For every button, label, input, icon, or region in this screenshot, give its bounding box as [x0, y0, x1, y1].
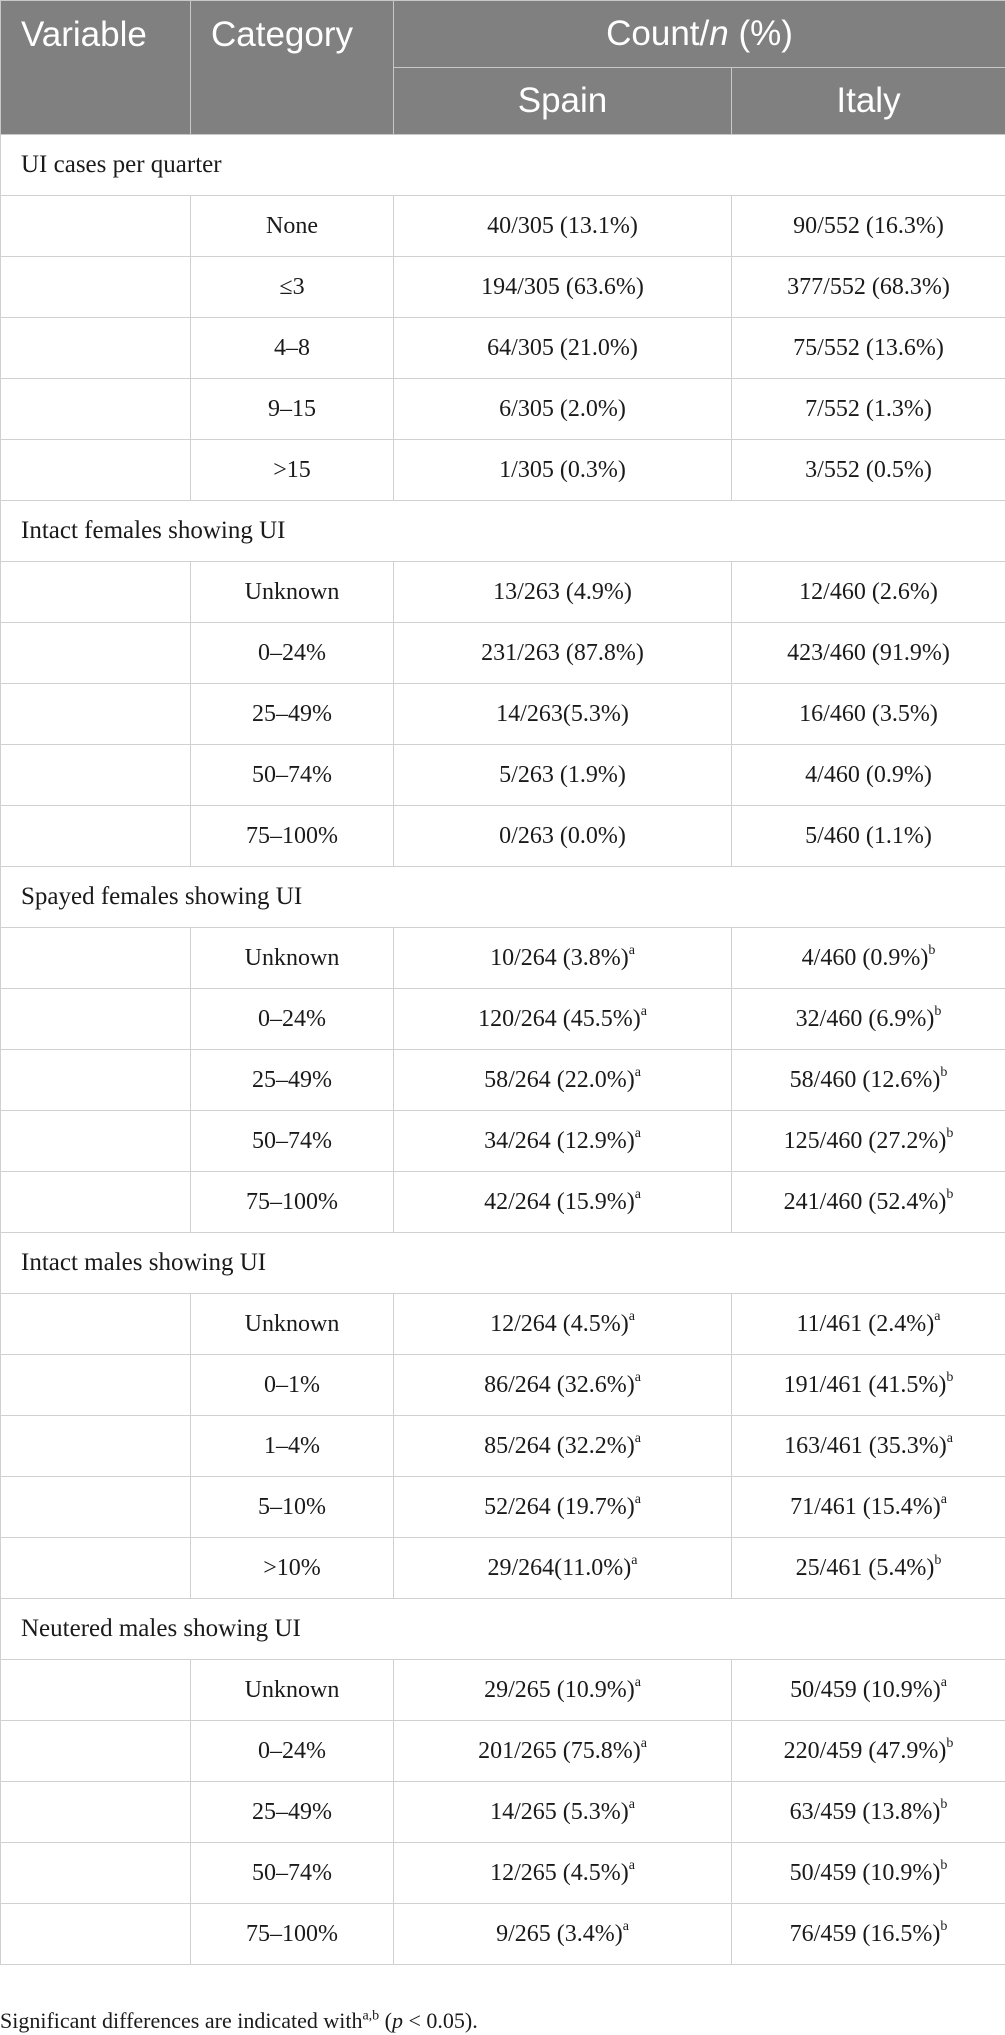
- spain-value: 231/263 (87.8%): [481, 639, 644, 666]
- italy-value: 58/460 (12.6%): [789, 1066, 941, 1093]
- variable-cell: [1, 1294, 191, 1355]
- group-title: Intact females showing UI: [1, 501, 1005, 562]
- italy-cell: [732, 806, 1005, 867]
- table-row: [1, 989, 1005, 1050]
- italy-cell: [732, 1111, 1005, 1172]
- category-cell: Unknown: [191, 562, 394, 623]
- italy-value: 50/459 (10.9%): [789, 1859, 941, 1886]
- spain-cell: [394, 684, 732, 745]
- spain-cell: [394, 440, 732, 501]
- spain-cell: [394, 745, 732, 806]
- table-row: [1, 1721, 1005, 1782]
- table-row: [1, 440, 1005, 501]
- table-row: [1, 623, 1005, 684]
- italy-significance: a: [934, 1308, 941, 1324]
- variable-cell: [1, 1721, 191, 1782]
- italy-cell: [732, 1721, 1005, 1782]
- category-cell: 75–100%: [191, 1172, 394, 1233]
- category-cell: 1–4%: [191, 1416, 394, 1477]
- italy-value: 90/552 (16.3%): [793, 212, 944, 239]
- spain-cell: [394, 1294, 732, 1355]
- category-cell: 75–100%: [191, 1904, 394, 1965]
- italy-value: 16/460 (3.5%): [799, 700, 938, 727]
- italy-value: 423/460 (91.9%): [787, 639, 950, 666]
- spain-significance: a: [628, 1308, 635, 1324]
- italy-significance: b: [934, 1552, 942, 1568]
- spain-value: 34/264 (12.9%): [484, 1127, 635, 1154]
- category-cell: 25–49%: [191, 1782, 394, 1843]
- group-title: Spayed females showing UI: [1, 867, 1005, 928]
- group-row: [1, 135, 1005, 196]
- spain-significance: a: [634, 1125, 641, 1141]
- italy-cell: [732, 196, 1005, 257]
- spain-value: 85/264 (32.2%): [484, 1432, 635, 1459]
- table-row: [1, 1050, 1005, 1111]
- italy-cell: [732, 1050, 1005, 1111]
- category-cell: 0–24%: [191, 1721, 394, 1782]
- category-cell: Unknown: [191, 928, 394, 989]
- variable-cell: [1, 196, 191, 257]
- footnote-sup: a,b: [362, 2008, 380, 2024]
- category-cell: Unknown: [191, 1660, 394, 1721]
- table-row: [1, 1538, 1005, 1599]
- italy-cell: [732, 318, 1005, 379]
- footnote-p: p: [392, 2008, 403, 2033]
- spain-cell: [394, 1172, 732, 1233]
- variable-cell: [1, 1416, 191, 1477]
- variable-cell: [1, 379, 191, 440]
- table-row: [1, 196, 1005, 257]
- table-row: [1, 1355, 1005, 1416]
- spain-cell: [394, 257, 732, 318]
- variable-cell: [1, 440, 191, 501]
- spain-cell: [394, 1355, 732, 1416]
- spain-value: 14/265 (5.3%): [490, 1798, 629, 1825]
- variable-cell: [1, 1843, 191, 1904]
- spain-cell: [394, 1660, 732, 1721]
- category-cell: 5–10%: [191, 1477, 394, 1538]
- spain-value: 42/264 (15.9%): [484, 1188, 635, 1215]
- italy-cell: [732, 1355, 1005, 1416]
- italy-significance: b: [946, 1735, 954, 1751]
- spain-value: 6/305 (2.0%): [499, 395, 626, 422]
- spain-cell: [394, 1111, 732, 1172]
- italy-significance: a: [946, 1430, 953, 1446]
- italy-value: 377/552 (68.3%): [787, 273, 950, 300]
- category-cell: 0–24%: [191, 623, 394, 684]
- variable-cell: [1, 928, 191, 989]
- spain-significance: a: [634, 1064, 641, 1080]
- spain-significance: a: [634, 1674, 641, 1690]
- italy-cell: [732, 1843, 1005, 1904]
- variable-cell: [1, 623, 191, 684]
- italy-value: 32/460 (6.9%): [795, 1005, 935, 1032]
- italy-significance: a: [940, 1491, 947, 1507]
- italy-value: 220/459 (47.9%): [783, 1737, 947, 1764]
- italy-cell: [732, 623, 1005, 684]
- spain-value: 12/264 (4.5%): [490, 1310, 629, 1337]
- variable-cell: [1, 1904, 191, 1965]
- spain-cell: [394, 989, 732, 1050]
- header-count-suffix: (%): [728, 14, 793, 53]
- table-row: [1, 379, 1005, 440]
- spain-value: 12/265 (4.5%): [490, 1859, 629, 1886]
- table-header: [1, 1, 1005, 135]
- spain-value: 9/265 (3.4%): [496, 1920, 623, 1947]
- italy-cell: [732, 928, 1005, 989]
- group-row: [1, 501, 1005, 562]
- italy-value: 4/460 (0.9%): [801, 944, 929, 971]
- italy-value: 5/460 (1.1%): [805, 822, 932, 849]
- footnote-text: Significant differences are indicated with: [0, 2008, 363, 2033]
- variable-cell: [1, 745, 191, 806]
- spain-value: 0/263 (0.0%): [499, 822, 626, 849]
- spain-value: 10/264 (3.8%): [490, 944, 629, 971]
- spain-cell: [394, 806, 732, 867]
- spain-significance: a: [634, 1369, 641, 1385]
- italy-value: 63/459 (13.8%): [789, 1798, 941, 1825]
- spain-significance: a: [628, 1796, 635, 1812]
- italy-cell: [732, 562, 1005, 623]
- italy-cell: [732, 989, 1005, 1050]
- table-row: [1, 1660, 1005, 1721]
- italy-value: 163/461 (35.3%): [784, 1432, 947, 1459]
- italy-significance: b: [946, 1369, 954, 1385]
- table-row: [1, 1111, 1005, 1172]
- italy-cell: [732, 379, 1005, 440]
- table-row: [1, 318, 1005, 379]
- variable-cell: [1, 257, 191, 318]
- italy-value: 4/460 (0.9%): [805, 761, 932, 788]
- table-row: [1, 1477, 1005, 1538]
- spain-cell: [394, 1538, 732, 1599]
- variable-cell: [1, 1477, 191, 1538]
- italy-significance: a: [940, 1674, 947, 1690]
- italy-value: 71/461 (15.4%): [790, 1493, 941, 1520]
- italy-cell: [732, 1660, 1005, 1721]
- table-row: [1, 745, 1005, 806]
- category-cell: 25–49%: [191, 684, 394, 745]
- italy-cell: [732, 684, 1005, 745]
- spain-cell: [394, 623, 732, 684]
- category-cell: >15: [191, 440, 394, 501]
- variable-cell: [1, 318, 191, 379]
- spain-value: 201/265 (75.8%): [478, 1737, 641, 1764]
- italy-cell: [732, 745, 1005, 806]
- variable-cell: [1, 1111, 191, 1172]
- variable-cell: [1, 1660, 191, 1721]
- footnote-paren: (: [379, 2008, 392, 2033]
- spain-cell: [394, 1477, 732, 1538]
- italy-significance: b: [940, 1796, 948, 1812]
- italy-cell: [732, 1782, 1005, 1843]
- spain-significance: a: [640, 1735, 647, 1751]
- table-row: [1, 562, 1005, 623]
- spain-value: 29/264(11.0%): [487, 1554, 632, 1581]
- spain-significance: a: [640, 1003, 647, 1019]
- group-title: UI cases per quarter: [1, 135, 1005, 196]
- italy-value: 25/461 (5.4%): [795, 1554, 935, 1581]
- spain-cell: [394, 562, 732, 623]
- italy-cell: [732, 1904, 1005, 1965]
- spain-value: 194/305 (63.6%): [481, 273, 644, 300]
- italy-significance: b: [940, 1064, 948, 1080]
- spain-value: 52/264 (19.7%): [484, 1493, 635, 1520]
- category-cell: 4–8: [191, 318, 394, 379]
- variable-cell: [1, 1782, 191, 1843]
- table-row: [1, 257, 1005, 318]
- table-row: [1, 1416, 1005, 1477]
- header-row: [1, 1, 1005, 68]
- table-row: [1, 1904, 1005, 1965]
- spain-value: 40/305 (13.1%): [487, 212, 638, 239]
- group-title: Intact males showing UI: [1, 1233, 1005, 1294]
- spain-value: 64/305 (21.0%): [487, 334, 638, 361]
- header-count-n: n: [709, 14, 729, 53]
- italy-value: 11/461 (2.4%): [796, 1310, 935, 1337]
- spain-value: 29/265 (10.9%): [484, 1676, 635, 1703]
- table-row: [1, 1782, 1005, 1843]
- spain-significance: a: [634, 1491, 641, 1507]
- spain-cell: [394, 928, 732, 989]
- spain-cell: [394, 196, 732, 257]
- footnote-rest: < 0.05).: [403, 2008, 478, 2033]
- variable-cell: [1, 684, 191, 745]
- italy-value: 3/552 (0.5%): [805, 456, 932, 483]
- category-cell: 50–74%: [191, 1111, 394, 1172]
- italy-significance: b: [946, 1125, 954, 1141]
- header-variable: Variable: [1, 1, 191, 135]
- variable-cell: [1, 806, 191, 867]
- header-spain: Spain: [394, 68, 732, 135]
- spain-cell: [394, 1416, 732, 1477]
- spain-cell: [394, 1904, 732, 1965]
- italy-value: 12/460 (2.6%): [799, 578, 938, 605]
- spain-significance: a: [634, 1430, 641, 1446]
- category-cell: 0–1%: [191, 1355, 394, 1416]
- italy-significance: b: [940, 1918, 948, 1934]
- spain-value: 14/263(5.3%): [496, 700, 629, 727]
- italy-cell: [732, 440, 1005, 501]
- category-cell: 50–74%: [191, 1843, 394, 1904]
- variable-cell: [1, 989, 191, 1050]
- spain-value: 13/263 (4.9%): [493, 578, 632, 605]
- variable-cell: [1, 1538, 191, 1599]
- category-cell: 75–100%: [191, 806, 394, 867]
- header-italy: Italy: [732, 68, 1005, 135]
- variable-cell: [1, 1355, 191, 1416]
- category-cell: 9–15: [191, 379, 394, 440]
- group-title: Neutered males showing UI: [1, 1599, 1005, 1660]
- italy-cell: [732, 1416, 1005, 1477]
- spain-value: 1/305 (0.3%): [499, 456, 626, 483]
- italy-cell: [732, 1172, 1005, 1233]
- table-row: [1, 1172, 1005, 1233]
- italy-value: 191/461 (41.5%): [783, 1371, 947, 1398]
- italy-cell: [732, 1538, 1005, 1599]
- italy-significance: b: [946, 1186, 954, 1202]
- header-category: Category: [191, 1, 394, 135]
- spain-value: 5/263 (1.9%): [499, 761, 626, 788]
- header-count: [394, 1, 1005, 68]
- group-row: [1, 1599, 1005, 1660]
- category-cell: >10%: [191, 1538, 394, 1599]
- table-body: [1, 135, 1005, 1965]
- spain-significance: a: [622, 1918, 629, 1934]
- spain-significance: a: [628, 942, 635, 958]
- spain-cell: [394, 1782, 732, 1843]
- variable-cell: [1, 1172, 191, 1233]
- spain-cell: [394, 379, 732, 440]
- table-footnote: [0, 2008, 478, 2034]
- spain-cell: [394, 1843, 732, 1904]
- italy-cell: [732, 257, 1005, 318]
- italy-value: 50/459 (10.9%): [790, 1676, 941, 1703]
- header-count-prefix: Count/: [606, 14, 710, 53]
- spain-value: 120/264 (45.5%): [478, 1005, 641, 1032]
- italy-significance: b: [934, 1003, 942, 1019]
- spain-significance: a: [634, 1186, 641, 1202]
- italy-value: 7/552 (1.3%): [805, 395, 932, 422]
- category-cell: 25–49%: [191, 1050, 394, 1111]
- category-cell: 50–74%: [191, 745, 394, 806]
- spain-value: 58/264 (22.0%): [484, 1066, 635, 1093]
- italy-value: 76/459 (16.5%): [789, 1920, 941, 1947]
- spain-significance: a: [631, 1552, 638, 1568]
- table-row: [1, 806, 1005, 867]
- italy-cell: [732, 1294, 1005, 1355]
- category-cell: ≤3: [191, 257, 394, 318]
- group-row: [1, 867, 1005, 928]
- table-row: [1, 1294, 1005, 1355]
- spain-significance: a: [628, 1857, 635, 1873]
- spain-cell: [394, 1050, 732, 1111]
- category-cell: None: [191, 196, 394, 257]
- category-cell: Unknown: [191, 1294, 394, 1355]
- variable-cell: [1, 562, 191, 623]
- table-row: [1, 928, 1005, 989]
- italy-cell: [732, 1477, 1005, 1538]
- italy-significance: b: [940, 1857, 948, 1873]
- italy-value: 241/460 (52.4%): [783, 1188, 947, 1215]
- table-row: [1, 684, 1005, 745]
- table-row: [1, 1843, 1005, 1904]
- spain-cell: [394, 318, 732, 379]
- group-row: [1, 1233, 1005, 1294]
- italy-value: 75/552 (13.6%): [793, 334, 944, 361]
- spain-cell: [394, 1721, 732, 1782]
- variable-cell: [1, 1050, 191, 1111]
- spain-value: 86/264 (32.6%): [484, 1371, 635, 1398]
- category-cell: 0–24%: [191, 989, 394, 1050]
- italy-significance: b: [928, 942, 936, 958]
- italy-value: 125/460 (27.2%): [783, 1127, 947, 1154]
